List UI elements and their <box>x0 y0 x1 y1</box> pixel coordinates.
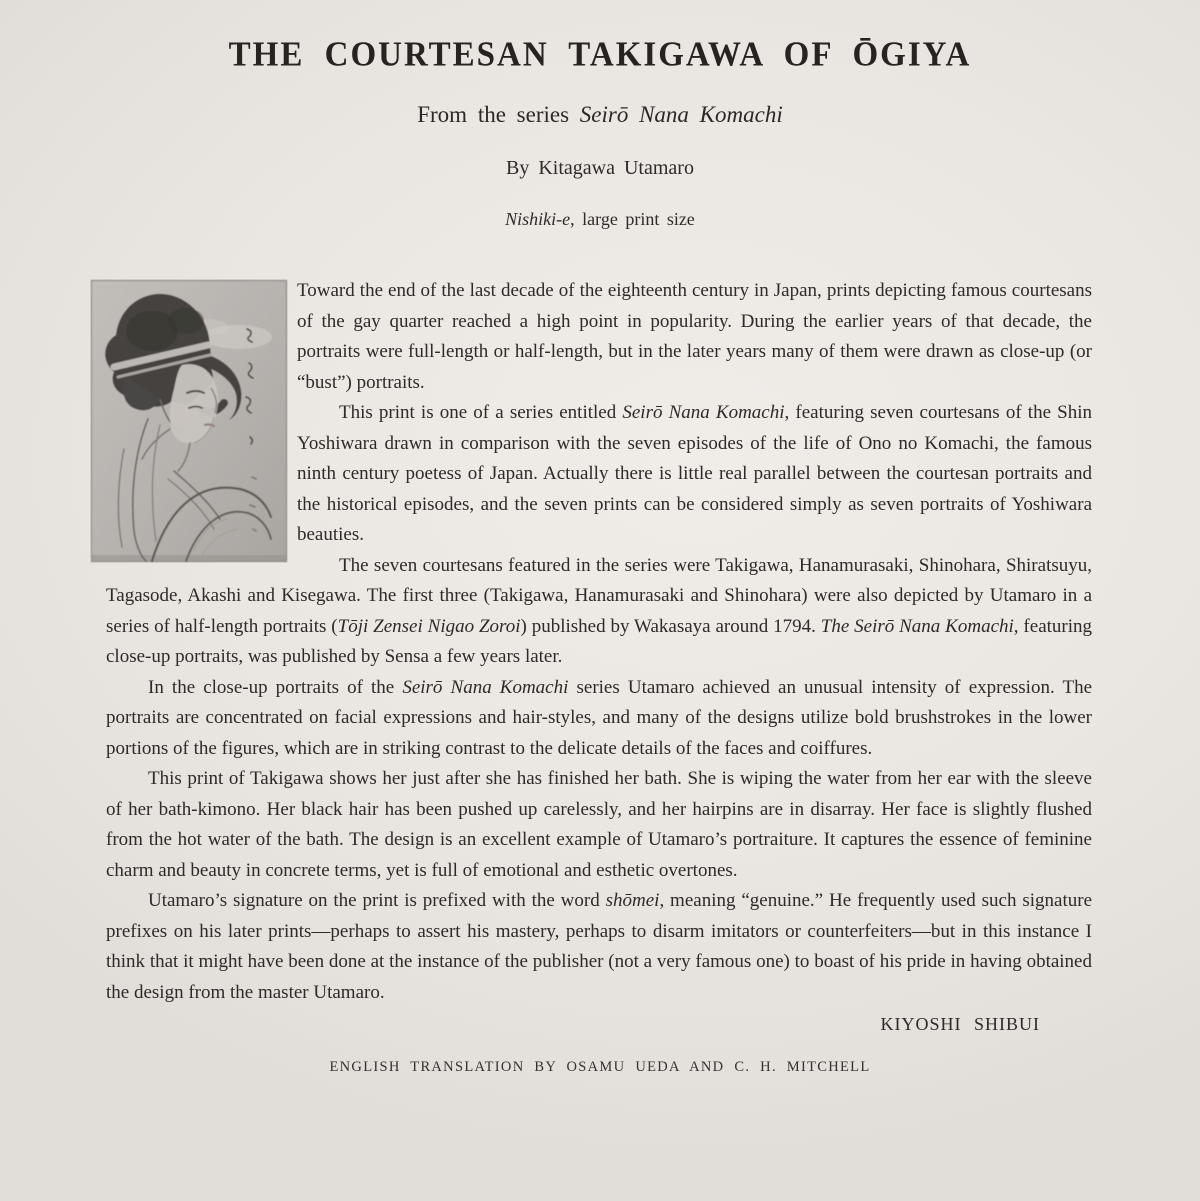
text-run: This print of Takigawa shows her just after she has finished her bath. She is wiping the water from her ear with the sleeve of her bath-kimono. Her black hair has been pushed up carelessly, and her hairpins are in disarray. Her face is slightly flushed from the hot water of the bath. The design is an excellent example of Utamaro’s portraiture. It captures the essence of feminine charm and beauty in concrete terms, yet is full of emotional and esthetic overtones. <box>106 768 1092 881</box>
text-run: The seven courtesans featured in the series were Takigawa, Hanamurasaki, Shinohara, Shiratsuyu, Tagasode, Akashi and Kisegawa. The first three (Takigawa, Hanamurasaki and Shinohara) were also depicted by Utamaro in a series of half-length portraits ( <box>106 554 1092 637</box>
article-body <box>106 276 1092 1008</box>
text-run: series Utamaro achieved an unusual intensity of expression. The portraits are concentrated on facial expressions and hair-styles, and many of the designs utilize bold brushstrokes in the lower portions of the figures, which are in striking contrast to the delicate details of the faces and coiffures. <box>106 676 1093 759</box>
text-run: , featuring seven courtesans of the Shin Yoshiwara drawn in comparison with the seven episodes of the life of Ono no Komachi, the famous ninth century poetess of Japan. Actually there is little real parallel between the courtesan portraits and the historical episodes, and the seven prints can be considered simply as seven portraits of Yoshiwara beauties. <box>297 402 1092 545</box>
text-run: Toward the end of the last decade of the eighteenth century in Japan, prints depicting famous courtesans of the gay quarter reached a high point in popularity. During the earlier years of that decade, the portraits were full-length or half-length, but in the later years many of them were drawn as close-up (or “bust”) portraits. <box>297 280 1092 393</box>
woodblock-print-illustration <box>90 279 288 563</box>
text-run: In the close-up portraits of the <box>148 676 403 698</box>
text-run: This print is one of a series entitled <box>339 402 623 423</box>
paragraph <box>106 764 1092 886</box>
author-signature: KIYOSHI SHIBUI <box>880 1014 1040 1034</box>
series-prefix: From the series <box>417 102 580 127</box>
medium-term: Nishiki-e <box>505 209 571 229</box>
italic-text-run: The Seirō Nana Komachi <box>820 615 1014 637</box>
medium-note <box>0 209 1200 230</box>
text-run: Utamaro’s signature on the print is prefixed with the word <box>148 890 606 911</box>
byline: By Kitagawa Utamaro <box>506 157 694 179</box>
page-title: THE COURTESAN TAKIGAWA OF ŌGIYA <box>228 35 972 75</box>
paragraph <box>106 886 1092 1008</box>
text-run: , featuring close-up portraits, was published by Sensa a few years later. <box>106 615 1093 667</box>
page-header <box>0 36 1200 230</box>
paragraph <box>106 673 1092 765</box>
text-run: , meaning “genuine.” He frequently used such signature prefixes on his later prints—perhaps to assert his mastery, perhaps to disarm imitators or counterfeiters—but in this instance I think that it might have been done at the instance of the publisher (not a very famous one) to boast of his pride in having obtained the design from the master Utamaro. <box>106 890 1092 1003</box>
italic-text-run: Tōji Zensei Nigao Zoroi <box>337 615 521 637</box>
series-subtitle <box>0 102 1200 128</box>
text-run: ) published by Wakasaya around 1794. <box>520 615 821 637</box>
italic-text-run: shōmei <box>605 890 660 911</box>
print-image <box>90 279 288 563</box>
italic-text-run: Seirō Nana Komachi <box>622 402 785 423</box>
series-title: Seirō Nana Komachi <box>579 102 783 127</box>
italic-text-run: Seirō Nana Komachi <box>402 676 569 698</box>
translation-credit: ENGLISH TRANSLATION BY OSAMU UEDA AND C. H. MITCHELL <box>329 1059 871 1075</box>
medium-rest: , large print size <box>570 209 695 229</box>
paragraph <box>106 551 1092 673</box>
